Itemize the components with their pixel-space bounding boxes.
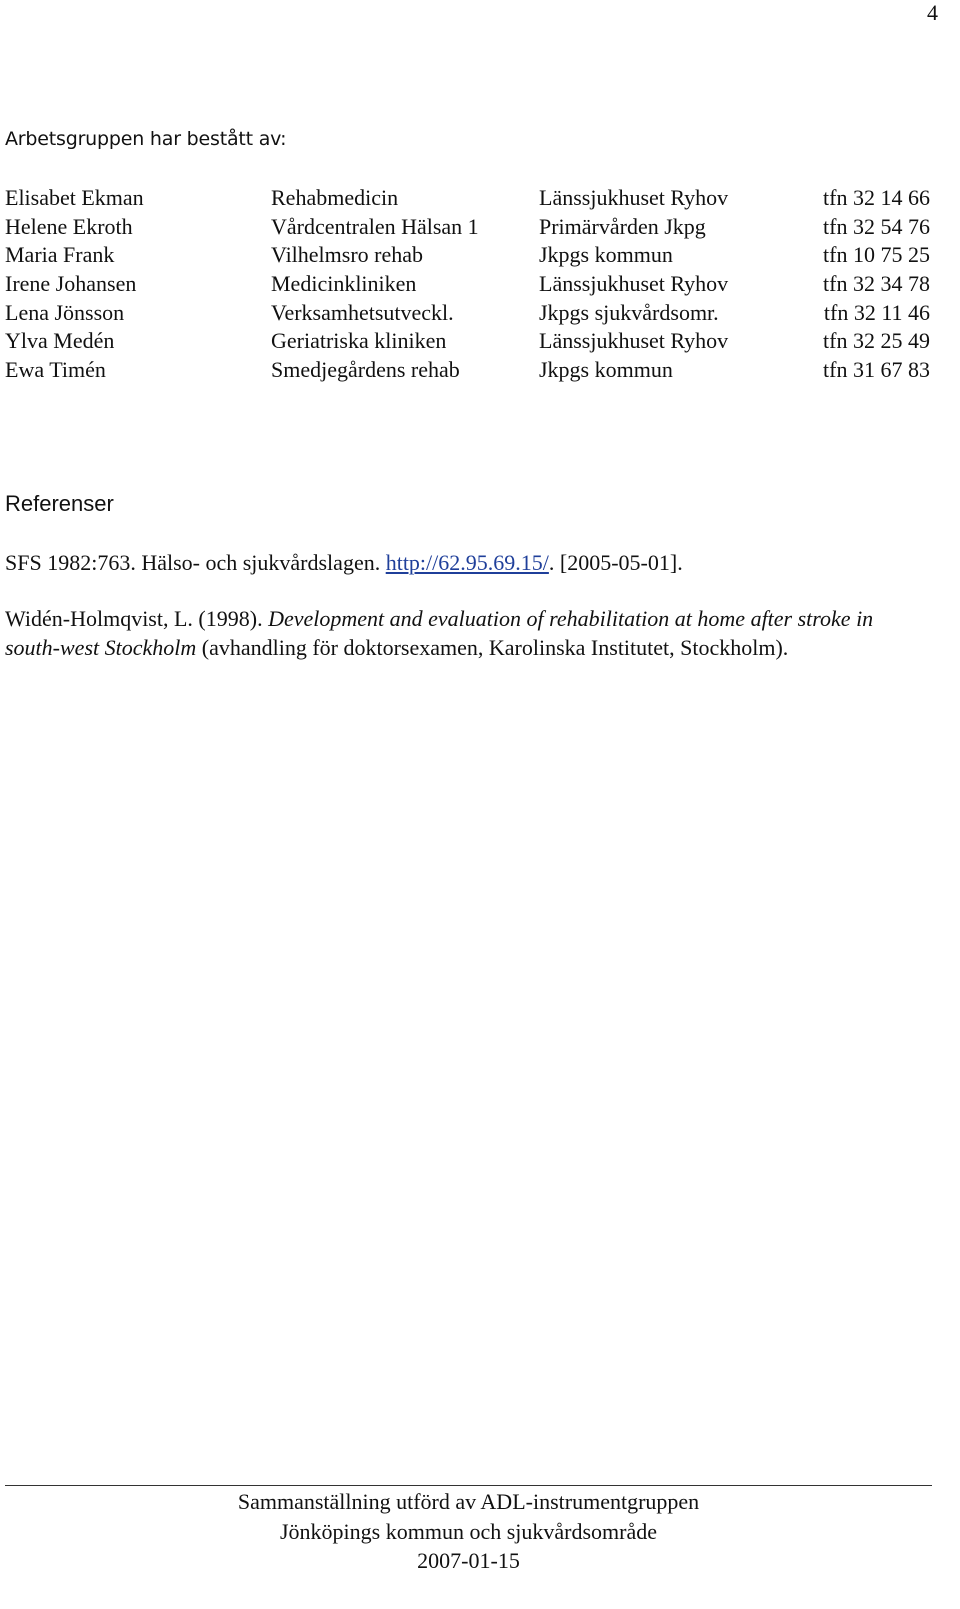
member-row [5, 241, 930, 270]
member-organization: Länssjukhuset Ryhov [539, 185, 729, 210]
member-unit: Smedjegårdens rehab [271, 357, 460, 383]
member-name: Lena Jönsson [5, 299, 125, 325]
member-phone: tfn 32 54 76 [823, 213, 930, 239]
member-unit: Geriatriska kliniken [271, 328, 447, 354]
member-name: Irene Johansen [5, 271, 137, 297]
member-unit: Vårdcentralen Hälsan 1 [271, 213, 479, 239]
reference-title: Development and evaluation of rehabilitation at home after stroke in south-west Stockholm [5, 606, 874, 660]
member-unit: Vilhelmsro rehab [271, 242, 424, 268]
member-row [5, 184, 930, 213]
footer-date: 2007-01-15 [417, 1548, 520, 1573]
member-organization: Länssjukhuset Ryhov [539, 328, 729, 354]
member-row [5, 270, 930, 299]
reference-sfs [5, 548, 905, 577]
member-organization: Jkpgs kommun [539, 242, 673, 268]
member-phone: tfn 10 75 25 [823, 242, 930, 268]
member-organization: Primärvården Jkpg [539, 213, 706, 239]
member-row [5, 327, 930, 356]
member-phone: tfn 32 11 46 [823, 299, 930, 325]
footer [0, 1487, 937, 1576]
member-name: Ylva Medén [5, 328, 115, 354]
member-row [5, 356, 930, 385]
intro-text: Arbetsgruppen har bestått av: [5, 128, 287, 150]
member-name: Helene Ekroth [5, 213, 133, 239]
reference-link[interactable]: http://62.95.69.15/ [385, 550, 549, 575]
member-organization: Jkpgs sjukvårdsomr. [539, 299, 719, 325]
member-phone: tfn 32 34 78 [823, 271, 930, 297]
footer-line: Jönköpings kommun och sjukvårdsområde [279, 1518, 658, 1544]
member-name: Elisabet Ekman [5, 185, 144, 210]
footer-divider [5, 1485, 932, 1486]
member-phone: tfn 32 25 49 [823, 328, 930, 354]
member-unit: Verksamhetsutveckl. [271, 299, 454, 325]
member-organization: Länssjukhuset Ryhov [539, 271, 729, 297]
member-name: Maria Frank [5, 242, 115, 268]
member-organization: Jkpgs kommun [539, 357, 673, 383]
member-row [5, 213, 930, 242]
member-unit: Rehabmedicin [271, 185, 399, 210]
footer-line: Sammanställning utförd av ADL-instrumentgruppen [237, 1489, 700, 1514]
members-list [5, 184, 930, 385]
member-phone: tfn 32 14 66 [823, 185, 930, 210]
reference-details: (avhandling för doktorsexamen, Karolinska Institutet, Stockholm). [196, 635, 789, 660]
member-phone: tfn 31 67 83 [823, 357, 930, 383]
reference-author: Widén-Holmqvist, L. (1998). [5, 606, 269, 631]
reference-text: SFS 1982:763. Hälso- och sjukvårdslagen. [5, 550, 386, 575]
reference-widen [5, 604, 905, 662]
member-name: Ewa Timén [5, 357, 106, 383]
references-heading: Referenser [5, 491, 114, 516]
member-unit: Medicinkliniken [271, 271, 417, 297]
reference-date: . [2005-05-01]. [548, 550, 683, 575]
member-row [5, 299, 930, 328]
page-number: 4 [927, 0, 938, 25]
